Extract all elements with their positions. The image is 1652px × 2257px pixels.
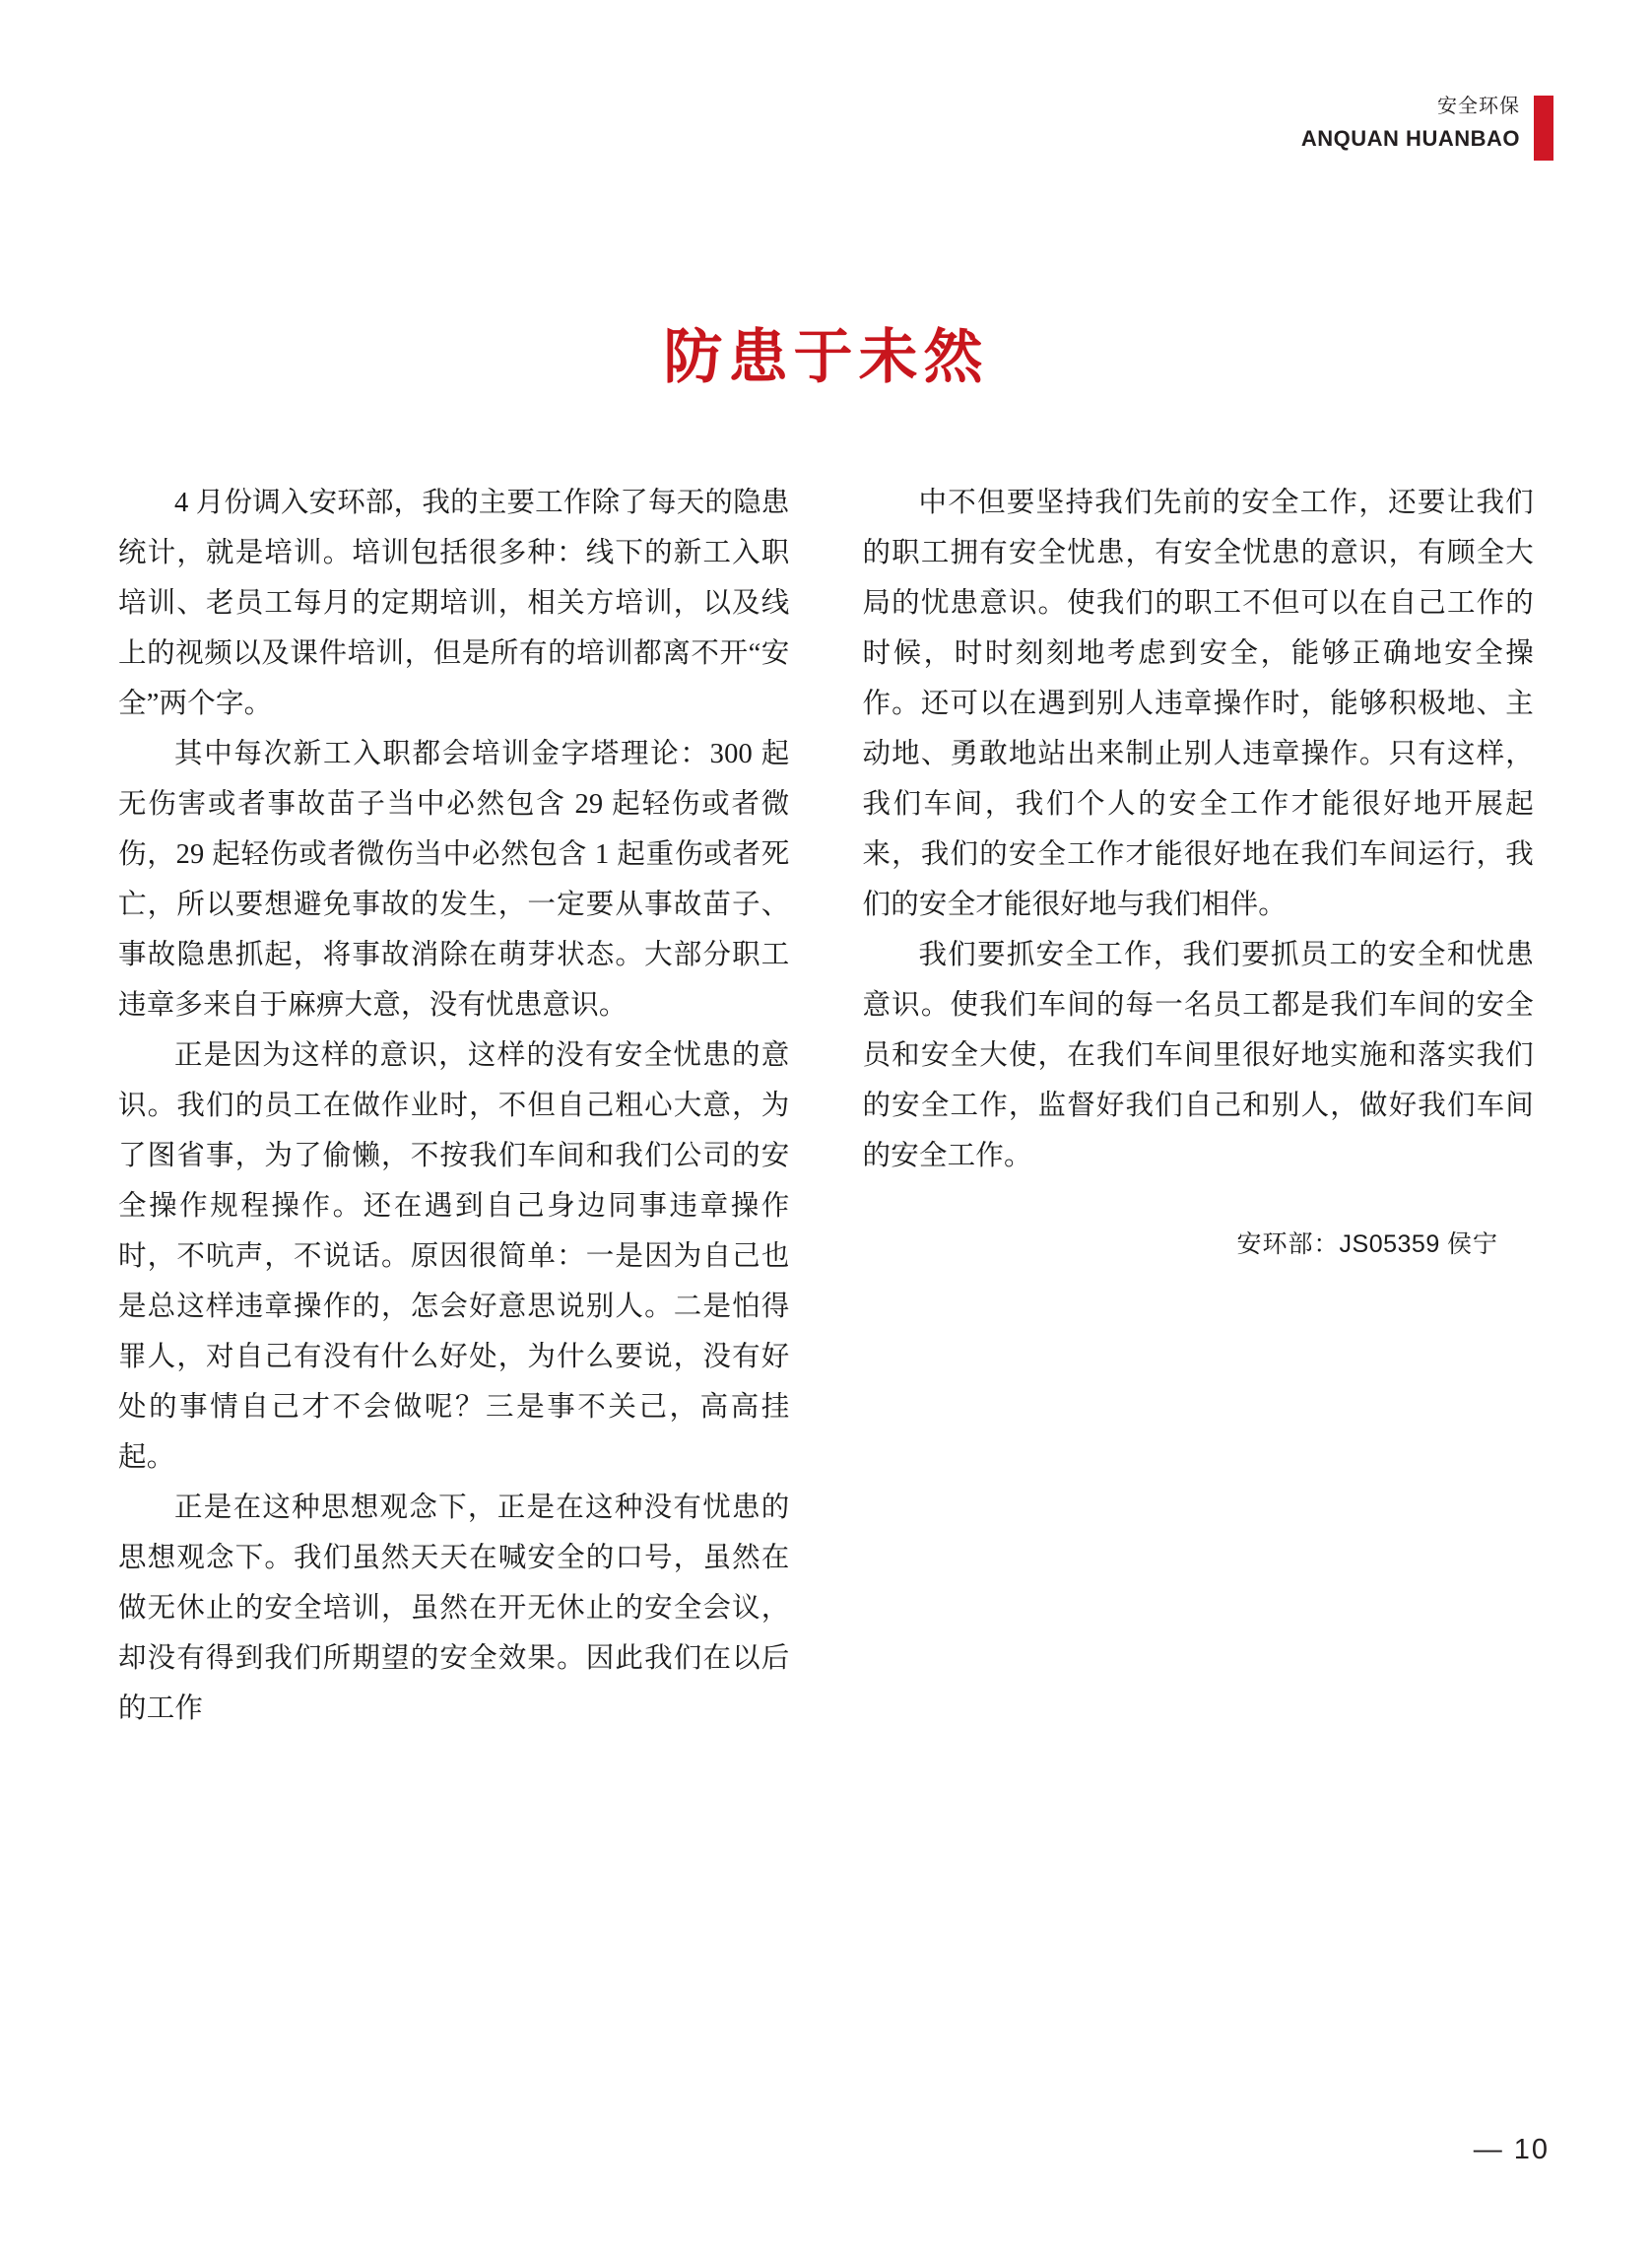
header-section-label	[1301, 94, 1520, 154]
column-left	[118, 478, 790, 1734]
paragraph: 我们要抓安全工作，我们要抓员工的安全和忧患意识。使我们车间的每一名员工都是我们车间的安全员和安全大使，在我们车间里很好地实施和落实我们的安全工作，监督好我们自己和别人，做好我们车间的安全工作。	[862, 940, 1534, 1171]
signature-author-name: 侯宁	[1446, 1231, 1498, 1258]
header-section-label-cn: 安全环保	[1437, 96, 1520, 117]
article-title: 防患于未然	[663, 324, 989, 390]
header-accent-bar	[1534, 96, 1553, 161]
author-signature	[863, 1225, 1535, 1260]
paragraph: 4 月份调入安环部，我的主要工作除了每天的隐患统计，就是培训。培训包括很多种：线下的新工入职培训、老员工每月的定期培训，相关方培训，以及线上的视频以及课件培训，但是所有的培训都离不开“安全”两个字。	[118, 488, 790, 719]
column-right	[863, 478, 1535, 1734]
page-header	[1301, 94, 1553, 161]
page-number-dash: —	[1473, 2134, 1504, 2165]
paragraph: 中不但要坚持我们先前的安全工作，还要让我们的职工拥有安全忧患，有安全忧患的意识，有顾全大局的忧患意识。使我们的职工不但可以在自己工作的时候，时时刻刻地考虑到安全，能够正确地安全操作。还可以在遇到别人违章操作时，能够积极地、主动地、勇敢地站出来制止别人违章操作。只有这样，我们车间，我们个人的安全工作才能很好地开展起来，我们的安全工作才能很好地在我们车间运行，我们的安全才能很好地与我们相伴。	[862, 488, 1534, 920]
article-body	[118, 478, 1534, 1734]
page-number-value: 10	[1513, 2134, 1550, 2165]
signature-employee-id: JS05359	[1339, 1230, 1440, 1258]
paragraph: 其中每次新工入职都会培训金字塔理论：300 起无伤害或者事故苗子当中必然包含 29 起轻伤或者微伤，29 起轻伤或者微伤当中必然包含 1 起重伤或者死亡，所以要想避免事故的发生，一定要从事故苗子、事故隐患抓起，将事故消除在萌芽状态。大部分职工违章多来自于麻痹大意，没有忧患意识。	[118, 739, 790, 1021]
header-section-label-en: ANQUAN HUANBAO	[1300, 126, 1520, 151]
page-number	[1474, 2134, 1550, 2166]
paragraph: 正是在这种思想观念下，正是在这种没有忧患的思想观念下。我们虽然天天在喊安全的口号，虽然在做无休止的安全培训，虽然在开无休止的安全会议，却没有得到我们所期望的安全效果。因此我们在以后的工作	[118, 1493, 790, 1724]
paragraph: 正是因为这样的意识，这样的没有安全忧患的意识。我们的员工在做作业时，不但自己粗心大意，为了图省事，为了偷懒，不按我们车间和我们公司的安全操作规程操作。还在遇到自己身边同事违章操作时，不吭声，不说话。原因很简单：一是因为自己也是总这样违章操作的，怎会好意思说别人。二是怕得罪人，对自己有没有什么好处，为什么要说，没有好处的事情自己才不会做呢？三是事不关己，高高挂起。	[118, 1040, 790, 1473]
signature-department: 安环部：	[1236, 1231, 1340, 1258]
